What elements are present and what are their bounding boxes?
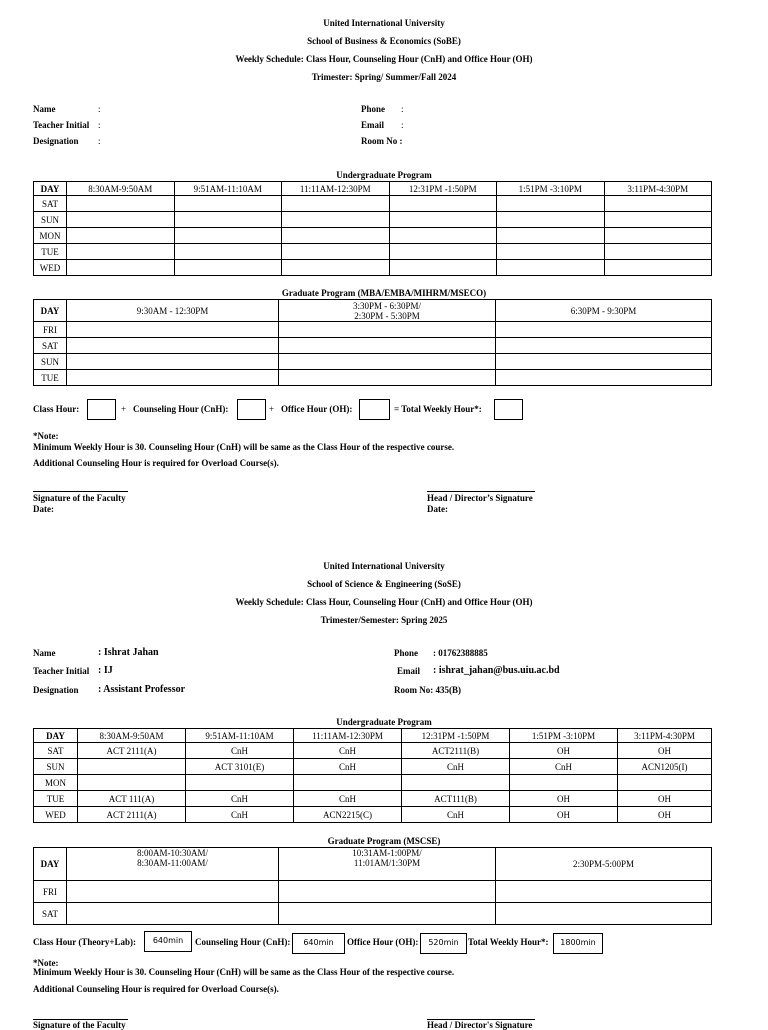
day-cell: SAT <box>34 743 78 759</box>
class-hour-box[interactable]: 640min <box>144 931 192 952</box>
slot-header: 3:11PM-4:30PM <box>604 182 712 196</box>
schedule-cell[interactable] <box>294 775 402 791</box>
day-cell: TUE <box>34 244 67 260</box>
schedule-cell[interactable]: ACT 3101(E) <box>186 759 294 775</box>
schedule-cell[interactable] <box>604 228 712 244</box>
table-header-row <box>34 729 712 743</box>
name-label: Name <box>33 648 56 658</box>
schedule-cell[interactable] <box>497 244 605 260</box>
table-row <box>34 354 712 370</box>
schedule-cell[interactable] <box>186 775 294 791</box>
schedule-cell[interactable]: ACN1205(I) <box>618 759 712 775</box>
day-cell: SUN <box>34 759 78 775</box>
teacher-initial-value: : IJ <box>98 665 113 676</box>
schedule-cell[interactable] <box>67 370 279 386</box>
schedule-cell[interactable] <box>279 903 496 925</box>
class-hour-label: Class Hour: <box>33 404 80 414</box>
university-title: United International University <box>323 18 445 28</box>
schedule-cell[interactable] <box>67 354 279 370</box>
table-header-row <box>34 182 712 196</box>
day-cell: MON <box>34 228 67 244</box>
slot-header-line: 2:30PM - 5:30PM <box>354 310 420 321</box>
table-row <box>34 807 712 823</box>
head-signature-label: Head / Director’s Signature <box>427 493 533 503</box>
schedule-cell[interactable] <box>67 903 279 925</box>
schedule-cell[interactable] <box>282 196 390 212</box>
schedule-cell[interactable] <box>389 196 497 212</box>
schedule-cell[interactable] <box>604 212 712 228</box>
note-title: *Note: <box>33 958 59 968</box>
schedule-cell[interactable] <box>496 354 712 370</box>
table-row <box>34 775 712 791</box>
schedule-cell[interactable] <box>279 354 496 370</box>
schedule-cell[interactable]: OH <box>510 791 618 807</box>
total-weekly-hour-label: = Total Weekly Hour*: <box>394 404 482 414</box>
school-title: School of Science & Engineering (SoSE) <box>307 579 461 589</box>
day-cell: TUE <box>34 370 67 386</box>
schedule-cell[interactable]: CnH <box>294 743 402 759</box>
room-label: Room No : <box>361 136 403 146</box>
slot-header-line: 8:00AM-10:30AM/ <box>136 848 208 858</box>
ug-schedule-table <box>33 728 712 823</box>
class-hour-label: Class Hour (Theory+Lab): <box>33 937 136 947</box>
schedule-cell[interactable]: ACT 2111(A) <box>78 743 186 759</box>
schedule-cell[interactable]: CnH <box>402 759 510 775</box>
schedule-cell[interactable] <box>496 370 712 386</box>
day-cell: MON <box>34 775 78 791</box>
table-row <box>34 212 712 228</box>
schedule-cell[interactable] <box>282 212 390 228</box>
grad-schedule-table <box>33 847 712 925</box>
slot-header-line: 11:01AM/1:30PM <box>353 858 421 868</box>
email-colon: : <box>401 120 404 130</box>
schedule-cell[interactable]: CnH <box>186 807 294 823</box>
schedule-cell[interactable]: OH <box>510 807 618 823</box>
table-row <box>34 791 712 807</box>
schedule-cell[interactable] <box>174 212 282 228</box>
faculty-date-label: Date: <box>33 504 54 514</box>
office-hour-box[interactable] <box>359 399 390 420</box>
schedule-cell[interactable]: CnH <box>294 791 402 807</box>
name-label: Name <box>33 104 56 114</box>
schedule-cell[interactable] <box>67 338 279 354</box>
designation-label: Designation <box>33 685 79 695</box>
teacher-initial-colon: : <box>98 120 101 130</box>
schedule-cell[interactable]: CnH <box>510 759 618 775</box>
schedule-cell[interactable] <box>389 260 497 276</box>
table-row <box>34 228 712 244</box>
office-hour-label: Office Hour (OH): <box>347 937 419 947</box>
schedule-cell[interactable]: CnH <box>186 743 294 759</box>
ug-schedule-table <box>33 181 712 276</box>
phone-colon: : <box>401 104 404 114</box>
grad-program-title: Graduate Program (MSCSE) <box>327 836 441 846</box>
table-row <box>34 903 712 925</box>
table-row <box>34 322 712 338</box>
designation-value: : Assistant Professor <box>98 684 186 695</box>
schedule-cell[interactable] <box>279 338 496 354</box>
day-header: DAY <box>34 729 78 743</box>
office-hour-label: Office Hour (OH): <box>281 404 353 414</box>
schedule-cell[interactable] <box>282 260 390 276</box>
note-line-2: Additional Counseling Hour is required for Overload Course(s). <box>33 984 279 994</box>
schedule-cell[interactable] <box>389 244 497 260</box>
schedule-cell[interactable] <box>174 228 282 244</box>
schedule-title: Weekly Schedule: Class Hour, Counseling Hour (CnH) and Office Hour (OH) <box>235 597 533 607</box>
schedule-cell[interactable]: OH <box>618 807 712 823</box>
schedule-cell[interactable]: CnH <box>294 759 402 775</box>
slot-header: 8:30AM-9:50AM <box>78 729 186 743</box>
slot-header: 2:30PM-5:00PM <box>496 848 712 881</box>
day-cell: FRI <box>34 881 67 903</box>
schedule-cell[interactable] <box>67 212 175 228</box>
schedule-cell[interactable] <box>402 775 510 791</box>
faculty-signature-label: Signature of the Faculty <box>33 493 126 503</box>
day-cell: SUN <box>34 212 67 228</box>
slot-header-line: 8:30AM-11:00AM/ <box>137 858 208 868</box>
schedule-cell[interactable] <box>389 228 497 244</box>
plus-sign: + <box>269 404 275 414</box>
schedule-cell[interactable] <box>67 196 175 212</box>
schedule-cell[interactable] <box>497 228 605 244</box>
schedule-cell[interactable] <box>67 228 175 244</box>
schedule-cell[interactable] <box>174 196 282 212</box>
designation-label: Designation <box>33 136 79 146</box>
room-label: Room No: 435(B) <box>394 685 461 695</box>
grad-program-title: Graduate Program (MBA/EMBA/MIHRM/MSECO) <box>281 288 487 298</box>
schedule-cell[interactable]: ACT 111(A) <box>78 791 186 807</box>
schedule-cell[interactable] <box>279 322 496 338</box>
table-row <box>34 244 712 260</box>
schedule-cell[interactable] <box>279 370 496 386</box>
schedule-cell[interactable] <box>604 196 712 212</box>
schedule-cell[interactable] <box>604 244 712 260</box>
phone-value: : 01762388885 <box>433 648 488 658</box>
office-hour-box[interactable]: 520min <box>420 933 467 954</box>
university-title: United International University <box>323 561 445 571</box>
schedule-cell[interactable] <box>496 322 712 338</box>
phone-label: Phone <box>361 104 386 114</box>
schedule-cell[interactable]: OH <box>618 791 712 807</box>
slot-header: 6:30PM - 9:30PM <box>496 300 712 322</box>
schedule-cell[interactable] <box>497 260 605 276</box>
plus-sign: + <box>121 404 127 414</box>
schedule-cell[interactable]: OH <box>618 743 712 759</box>
schedule-cell[interactable] <box>279 881 496 903</box>
day-cell: SAT <box>34 903 67 925</box>
slot-header: 8:30AM-9:50AM <box>67 182 175 196</box>
head-signature-label: Head / Director's Signature <box>427 1020 533 1030</box>
total-weekly-hour-label: Total Weekly Hour*: <box>468 937 549 947</box>
day-cell: WED <box>34 260 67 276</box>
ug-program-title: Undergraduate Program <box>336 717 432 727</box>
schedule-cell[interactable] <box>67 881 279 903</box>
day-cell: FRI <box>34 322 67 338</box>
schedule-cell[interactable]: CnH <box>402 807 510 823</box>
email-label: Email <box>397 666 421 676</box>
slot-header: 1:51PM -3:10PM <box>510 729 618 743</box>
slot-header-line: 3:30PM - 6:30PM/ <box>352 300 421 311</box>
schedule-cell[interactable] <box>496 338 712 354</box>
counseling-hour-box[interactable]: 640min <box>292 933 345 954</box>
day-cell: WED <box>34 807 78 823</box>
faculty-signature-line <box>33 491 128 492</box>
grad-schedule-table <box>33 299 712 386</box>
schedule-cell[interactable] <box>604 260 712 276</box>
schedule-cell[interactable] <box>67 244 175 260</box>
schedule-cell[interactable] <box>174 244 282 260</box>
counseling-hour-box[interactable] <box>237 399 266 420</box>
schedule-cell[interactable] <box>282 244 390 260</box>
day-cell: TUE <box>34 791 78 807</box>
faculty-signature-label: Signature of the Faculty <box>33 1020 126 1030</box>
schedule-cell[interactable] <box>497 212 605 228</box>
table-row <box>34 260 712 276</box>
table-header-row <box>34 848 712 881</box>
schedule-cell[interactable] <box>618 775 712 791</box>
slot-header: 3:11PM-4:30PM <box>618 729 712 743</box>
slot-header: 11:11AM-12:30PM <box>294 729 402 743</box>
schedule-cell[interactable] <box>78 775 186 791</box>
slot-header <box>279 848 496 881</box>
day-cell: SAT <box>34 196 67 212</box>
name-colon: : <box>98 104 101 114</box>
trimester-title: Trimester: Spring/ Summer/Fall 2024 <box>311 72 457 82</box>
schedule-cell[interactable] <box>496 903 712 925</box>
email-value: : ishrat_jahan@bus.uiu.ac.bd <box>433 665 560 676</box>
schedule-cell[interactable]: CnH <box>186 791 294 807</box>
table-row <box>34 370 712 386</box>
email-label: Email <box>361 120 385 130</box>
phone-label: Phone <box>394 648 419 658</box>
table-row <box>34 338 712 354</box>
schedule-cell[interactable] <box>389 212 497 228</box>
schedule-cell[interactable] <box>282 228 390 244</box>
schedule-cell[interactable] <box>67 322 279 338</box>
schedule-cell[interactable] <box>174 260 282 276</box>
total-weekly-hour-box[interactable]: 1800min <box>553 933 603 954</box>
teacher-initial-label: Teacher Initial <box>33 666 90 676</box>
day-header: DAY <box>34 848 67 881</box>
schedule-title: Weekly Schedule: Class Hour, Counseling Hour (CnH) and Office Hour (OH) <box>235 54 533 64</box>
slot-header: 9:30AM - 12:30PM <box>67 300 279 322</box>
head-date-label: Date: <box>427 504 448 514</box>
counseling-hour-label: Counseling Hour (CnH): <box>133 404 229 414</box>
day-header: DAY <box>34 182 67 196</box>
slot-header: 12:31PM -1:50PM <box>402 729 510 743</box>
slot-header: 9:51AM-11:10AM <box>174 182 282 196</box>
note-line-2: Additional Counseling Hour is required for Overload Course(s). <box>33 458 279 468</box>
day-header: DAY <box>34 300 67 322</box>
table-row <box>34 759 712 775</box>
slot-header: 1:51PM -3:10PM <box>497 182 605 196</box>
ug-program-title: Undergraduate Program <box>336 170 432 180</box>
table-header-row <box>34 300 712 322</box>
day-cell: SAT <box>34 338 67 354</box>
schedule-cell[interactable] <box>67 260 175 276</box>
slot-header <box>279 300 496 322</box>
schedule-cell[interactable]: ACT2111(B) <box>402 743 510 759</box>
counseling-hour-label: Counseling Hour (CnH): <box>195 937 291 947</box>
total-weekly-hour-box[interactable] <box>494 399 523 420</box>
note-title: *Note: <box>33 431 59 441</box>
schedule-cell[interactable]: ACT111(B) <box>402 791 510 807</box>
slot-header: 12:31PM -1:50PM <box>389 182 497 196</box>
table-row <box>34 196 712 212</box>
table-row <box>34 881 712 903</box>
schedule-cell[interactable] <box>497 196 605 212</box>
day-cell: SUN <box>34 354 67 370</box>
trimester-title: Trimester/Semester: Spring 2025 <box>320 615 448 625</box>
slot-header: 9:51AM-11:10AM <box>186 729 294 743</box>
designation-colon: : <box>98 136 101 146</box>
table-row <box>34 743 712 759</box>
schedule-cell[interactable] <box>496 881 712 903</box>
note-line-1: Minimum Weekly Hour is 30. Counseling Hour (CnH) will be same as the Class Hour of the respective course. <box>33 967 455 977</box>
slot-header: 11:11AM-12:30PM <box>282 182 390 196</box>
schedule-cell[interactable] <box>510 775 618 791</box>
schedule-cell[interactable]: ACN2215(C) <box>294 807 402 823</box>
note-line-1: Minimum Weekly Hour is 30. Counseling Hour (CnH) will be same as the Class Hour of the respective course. <box>33 442 455 452</box>
schedule-cell[interactable]: ACT 2111(A) <box>78 807 186 823</box>
teacher-initial-label: Teacher Initial <box>33 120 90 130</box>
school-title: School of Business & Economics (SoBE) <box>307 36 461 46</box>
name-value: : Ishrat Jahan <box>98 647 159 658</box>
schedule-cell[interactable]: OH <box>510 743 618 759</box>
slot-header <box>67 848 279 881</box>
head-signature-line <box>427 491 535 492</box>
slot-header-line: 10:31AM-1:00PM/ <box>352 848 422 858</box>
schedule-cell[interactable] <box>78 759 186 775</box>
class-hour-box[interactable] <box>87 399 116 420</box>
